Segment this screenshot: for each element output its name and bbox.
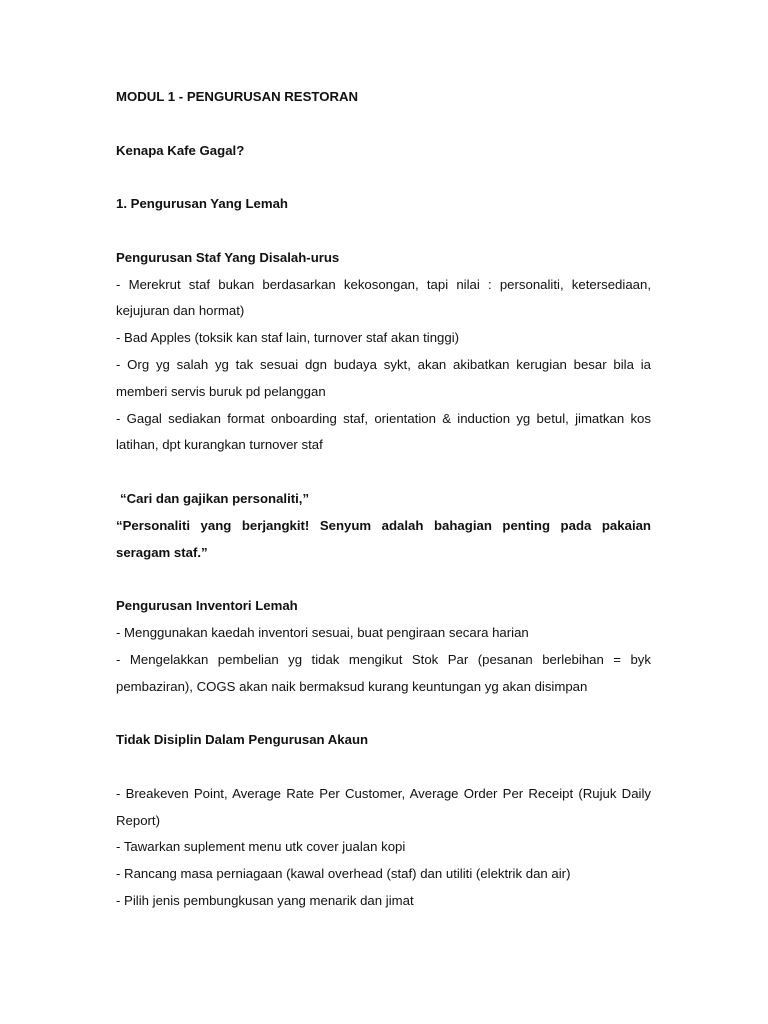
inventory-item: - Mengelakkan pembelian yg tidak mengikut Stok Par (pesanan berlebihan = byk pembaziran), COGS akan naik bermaksud kurang keuntungan yg akan disimpan xyxy=(116,651,651,694)
accounts-item: - Tawarkan suplement menu utk cover jualan kopi xyxy=(116,839,406,855)
staff-item: - Gagal sediakan format onboarding staf, orientation & induction yg betul, jimatkan kos latihan, dpt kurangkan turnover staf xyxy=(116,410,651,453)
spacer xyxy=(116,754,651,781)
document-page xyxy=(116,84,651,915)
staff-item: - Org yg salah yg tak sesuai dgn budaya sykt, akan akibatkan kerugian besar bila ia memberi servis buruk pd pelanggan xyxy=(116,356,651,399)
quote: “Personaliti yang berjangkit! Senyum adalah bahagian penting pada pakaian seragam staf.” xyxy=(116,517,651,560)
inventory-heading: Pengurusan Inventori Lemah xyxy=(116,598,298,614)
quote: “Cari dan gajikan personaliti,” xyxy=(120,490,310,506)
section-heading: 1. Pengurusan Yang Lemah xyxy=(116,196,288,212)
inventory-item: - Menggunakan kaedah inventori sesuai, buat pengiraan secara harian xyxy=(116,624,529,640)
staff-item: - Merekrut staf bukan berdasarkan kekosongan, tapi nilai : personaliti, ketersediaan, kejujuran dan hormat) xyxy=(116,276,651,319)
document-title: MODUL 1 - PENGURUSAN RESTORAN xyxy=(116,89,359,104)
staff-item: - Bad Apples (toksik kan staf lain, turnover staf akan tinggi) xyxy=(116,330,460,346)
question-heading: Kenapa Kafe Gagal? xyxy=(116,142,245,158)
spacer xyxy=(116,111,651,138)
accounts-item: - Pilih jenis pembungkusan yang menarik dan jimat xyxy=(116,892,414,908)
staff-heading: Pengurusan Staf Yang Disalah-urus xyxy=(116,249,340,265)
accounts-item: - Rancang masa perniagaan (kawal overhead (staf) dan utiliti (elektrik dan air) xyxy=(116,866,571,882)
spacer xyxy=(116,700,651,727)
spacer xyxy=(116,566,651,593)
spacer xyxy=(116,459,651,486)
spacer xyxy=(116,218,651,245)
spacer xyxy=(116,164,651,191)
accounts-heading: Tidak Disiplin Dalam Pengurusan Akaun xyxy=(116,732,369,748)
accounts-item: - Breakeven Point, Average Rate Per Customer, Average Order Per Receipt (Rujuk Daily Report) xyxy=(116,785,651,828)
